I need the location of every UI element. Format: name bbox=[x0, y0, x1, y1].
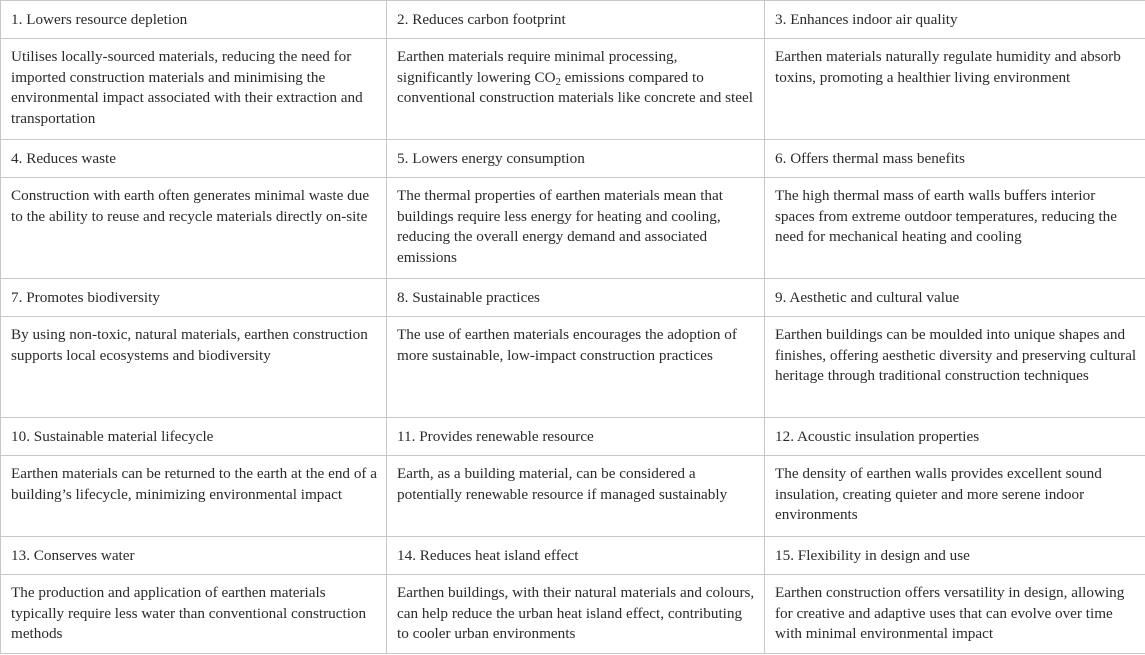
table-row-descriptions bbox=[1, 39, 1145, 140]
benefit-description: Earthen buildings can be moulded into unique shapes and finishes, offering aesthetic diversity and preserving cultural heritage through traditional construction techniques bbox=[765, 317, 1145, 418]
benefit-description: The use of earthen materials encourages the adoption of more sustainable, low-impact construction practices bbox=[387, 317, 765, 418]
benefit-title: 15. Flexibility in design and use bbox=[765, 537, 1145, 575]
table-row-descriptions bbox=[1, 178, 1145, 279]
table-row-titles bbox=[1, 279, 1145, 317]
benefit-description: Earthen buildings, with their natural materials and colours, can help reduce the urban heat island effect, contributing to cooler urban environments bbox=[387, 575, 765, 654]
table-row-titles bbox=[1, 140, 1145, 178]
benefit-description: Earth, as a building material, can be considered a potentially renewable resource if managed sustainably bbox=[387, 456, 765, 537]
benefit-description: The production and application of earthen materials typically require less water than conventional construction methods bbox=[1, 575, 387, 654]
benefit-title: 5. Lowers energy consumption bbox=[387, 140, 765, 178]
benefit-title: 6. Offers thermal mass benefits bbox=[765, 140, 1145, 178]
benefit-description: Utilises locally-sourced materials, reducing the need for imported construction materials and minimising the environmental impact associated with their extraction and transportation bbox=[1, 39, 387, 140]
benefit-title: 1. Lowers resource depletion bbox=[1, 1, 387, 39]
table-row-titles bbox=[1, 537, 1145, 575]
benefit-description: Earthen materials can be returned to the earth at the end of a building’s lifecycle, minimizing environmental impact bbox=[1, 456, 387, 537]
benefit-title: 2. Reduces carbon footprint bbox=[387, 1, 765, 39]
table-row-titles bbox=[1, 418, 1145, 456]
benefit-title: 11. Provides renewable resource bbox=[387, 418, 765, 456]
benefit-title: 13. Conserves water bbox=[1, 537, 387, 575]
description-text: emissions compared to conventional construction materials like concrete and steel bbox=[397, 68, 753, 107]
table-row-titles bbox=[1, 1, 1145, 39]
benefit-description: The thermal properties of earthen materials mean that buildings require less energy for heating and cooling, reducing the overall energy demand and associated emissions bbox=[387, 178, 765, 279]
benefit-title: 8. Sustainable practices bbox=[387, 279, 765, 317]
benefit-title: 3. Enhances indoor air quality bbox=[765, 1, 1145, 39]
subscript-text: 2 bbox=[555, 76, 561, 88]
benefit-title: 12. Acoustic insulation properties bbox=[765, 418, 1145, 456]
table-row-descriptions bbox=[1, 456, 1145, 537]
table-row-descriptions bbox=[1, 317, 1145, 418]
benefit-description: Construction with earth often generates minimal waste due to the ability to reuse and recycle materials directly on-site bbox=[1, 178, 387, 279]
benefit-title: 14. Reduces heat island effect bbox=[387, 537, 765, 575]
benefit-description: Earthen materials naturally regulate humidity and absorb toxins, promoting a healthier living environment bbox=[765, 39, 1145, 140]
benefit-description: Earthen construction offers versatility in design, allowing for creative and adaptive uses that can evolve over time with minimal environmental impact bbox=[765, 575, 1145, 654]
benefit-description: The high thermal mass of earth walls buffers interior spaces from extreme outdoor temperatures, reducing the need for mechanical heating and cooling bbox=[765, 178, 1145, 279]
benefit-description: By using non-toxic, natural materials, earthen construction supports local ecosystems and biodiversity bbox=[1, 317, 387, 418]
table-row-descriptions bbox=[1, 575, 1145, 654]
benefit-description bbox=[387, 39, 765, 140]
benefit-title: 9. Aesthetic and cultural value bbox=[765, 279, 1145, 317]
benefit-title: 4. Reduces waste bbox=[1, 140, 387, 178]
benefit-description: The density of earthen walls provides excellent sound insulation, creating quieter and more serene indoor environments bbox=[765, 456, 1145, 537]
benefit-title: 10. Sustainable material lifecycle bbox=[1, 418, 387, 456]
benefit-title: 7. Promotes biodiversity bbox=[1, 279, 387, 317]
description-text: Earthen materials require minimal processing, significantly lowering CO bbox=[397, 48, 678, 86]
